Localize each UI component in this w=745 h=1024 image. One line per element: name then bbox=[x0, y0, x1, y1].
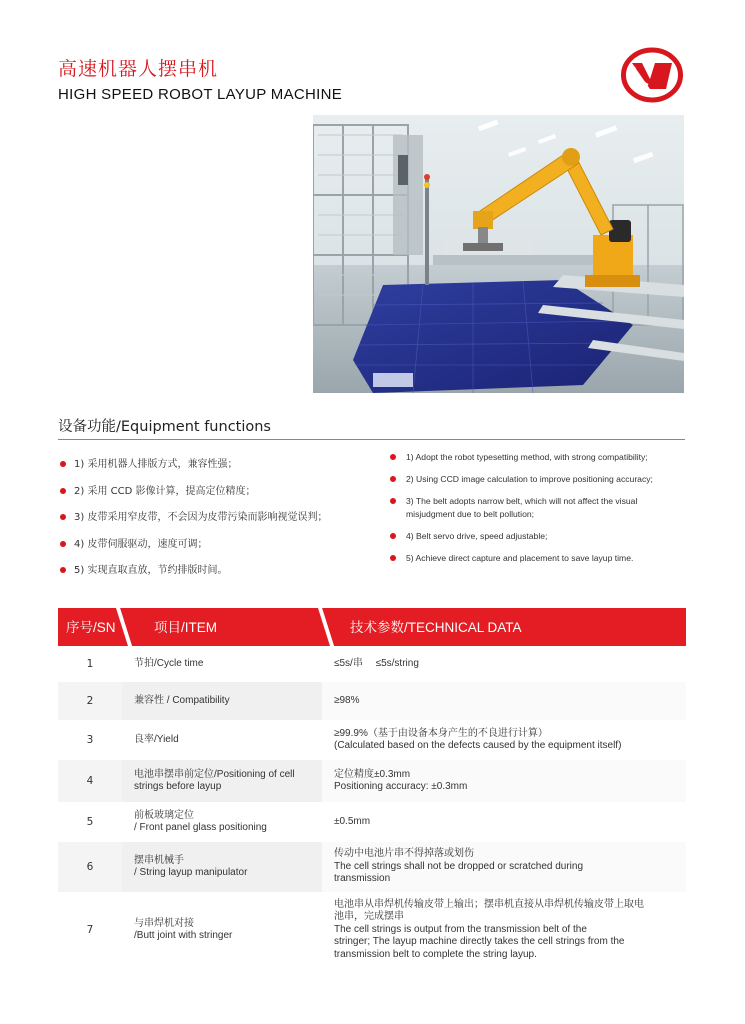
bullet-icon bbox=[390, 498, 396, 504]
table-row bbox=[58, 760, 686, 802]
table-row bbox=[58, 842, 686, 892]
bullet-icon bbox=[60, 541, 66, 547]
cell-sn: 4 bbox=[58, 760, 122, 802]
cell-item: 前板玻璃定位 / Front panel glass positioning bbox=[134, 809, 267, 833]
cell-sn: 2 bbox=[58, 682, 122, 720]
functions-list-cn bbox=[60, 458, 380, 591]
list-item: 5) 实现直取直放，节约排版时间。 bbox=[60, 564, 380, 591]
list-item: 5) Achieve direct capture and placement to save layup time. bbox=[390, 552, 686, 565]
cell-sn: 3 bbox=[86, 734, 94, 746]
cell-data: ≤5s/串 ≤5s/string bbox=[334, 657, 419, 669]
bullet-icon bbox=[60, 488, 66, 494]
cell-data: ±0.5mm bbox=[334, 815, 371, 827]
cell-item: 与串焊机对接 /Butt joint with stringer bbox=[134, 917, 233, 941]
cell-item: 兼容性 / Compatibility bbox=[122, 682, 322, 720]
cell-item: 摆串机械手 / String layup manipulator bbox=[122, 842, 322, 892]
cell-item: 节拍/Cycle time bbox=[134, 657, 204, 669]
functions-list-en bbox=[390, 451, 686, 574]
cell-item: 良率/Yield bbox=[134, 733, 179, 745]
table-row bbox=[58, 646, 686, 682]
cell-data: ≥98% bbox=[322, 682, 686, 720]
column-header-sn: 序号/SN bbox=[66, 620, 116, 635]
page-title-en: HIGH SPEED ROBOT LAYUP MACHINE bbox=[58, 86, 343, 103]
cell-sn: 6 bbox=[58, 842, 122, 892]
brand-logo bbox=[620, 47, 684, 103]
bullet-icon bbox=[60, 567, 66, 573]
cell-sn: 7 bbox=[86, 924, 94, 936]
bullet-icon bbox=[390, 555, 396, 561]
list-item: 2) Using CCD image calculation to improve positioning accuracy; bbox=[390, 473, 686, 486]
tech-data-table bbox=[58, 646, 686, 968]
page-title-cn: 高速机器人摆串机 bbox=[58, 58, 219, 80]
bullet-icon bbox=[390, 533, 396, 539]
column-header-data: 技术参数/TECHNICAL DATA bbox=[350, 620, 522, 635]
table-header bbox=[58, 608, 686, 646]
cell-data: 电池串从串焊机传输皮带上输出；摆串机直接从串焊机传输皮带上取电 池串，完成摆串 The cell strings is output from the transmission belt of the stringer; The layup machine directly takes the cell strings from the transmission belt to complete the string layup. bbox=[334, 898, 644, 960]
list-item: 1) 采用机器人排版方式，兼容性强； bbox=[60, 458, 380, 485]
table-row bbox=[58, 802, 686, 842]
bullet-icon bbox=[390, 476, 396, 482]
table-row bbox=[58, 892, 686, 968]
table-row bbox=[58, 720, 686, 760]
cell-item: 电池串摆串前定位/Positioning of cell strings before layup bbox=[122, 760, 322, 802]
functions-section-title: 设备功能/Equipment functions bbox=[58, 419, 271, 435]
list-item: 4) 皮带伺服驱动，速度可调； bbox=[60, 538, 380, 565]
column-header-item: 项目/ITEM bbox=[154, 620, 217, 635]
bullet-icon bbox=[60, 514, 66, 520]
cell-data: 传动中电池片串不得掉落或划伤 The cell strings shall not be dropped or scratched during transmission bbox=[322, 842, 686, 892]
table-row bbox=[58, 682, 686, 720]
section-divider bbox=[58, 439, 685, 440]
list-item: 4) Belt servo drive, speed adjustable; bbox=[390, 530, 686, 543]
cell-sn: 5 bbox=[86, 816, 94, 828]
list-item: 2) 采用 CCD 影像计算，提高定位精度； bbox=[60, 485, 380, 512]
cell-data: 定位精度±0.3mm Positioning accuracy: ±0.3mm bbox=[322, 760, 686, 802]
bullet-icon bbox=[60, 461, 66, 467]
list-item: 3) The belt adopts narrow belt, which will not affect the visual misjudgment due to belt pollution; bbox=[390, 495, 686, 521]
cell-sn: 1 bbox=[86, 658, 94, 670]
cell-data: ≥99.9%（基于由设备本身产生的不良进行计算） (Calculated based on the defects caused by the equipment itself) bbox=[334, 727, 622, 751]
robot-photo bbox=[313, 115, 684, 393]
list-item: 1) Adopt the robot typesetting method, with strong compatibility; bbox=[390, 451, 686, 464]
bullet-icon bbox=[390, 454, 396, 460]
list-item: 3) 皮带采用窄皮带，不会因为皮带污染而影响视觉误判； bbox=[60, 511, 380, 538]
